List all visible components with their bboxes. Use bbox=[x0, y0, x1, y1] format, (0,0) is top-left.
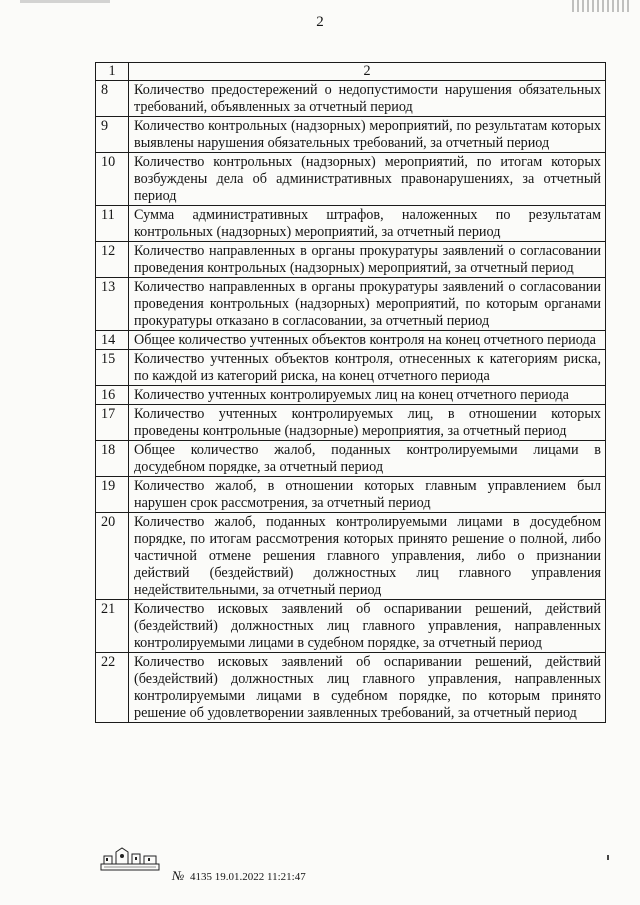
row-number: 22 bbox=[96, 653, 129, 723]
row-text: Количество контрольных (надзорных) мероприятий, по результатам которых выявлены нарушения обязательных требований, за отчетный период bbox=[129, 117, 606, 153]
registration-sign: № bbox=[172, 868, 185, 883]
row-number: 13 bbox=[96, 278, 129, 331]
row-number: 16 bbox=[96, 386, 129, 405]
scan-artifact bbox=[20, 0, 110, 3]
registration-line bbox=[172, 868, 306, 884]
table-row bbox=[96, 350, 606, 386]
row-text: Сумма административных штрафов, наложенных по результатам контрольных (надзорных) мероприятий, за отчетный период bbox=[129, 206, 606, 242]
building-emblem-icon bbox=[100, 846, 160, 872]
row-text: Общее количество жалоб, поданных контролируемыми лицами в досудебном порядке, за отчетный период bbox=[129, 441, 606, 477]
table-row bbox=[96, 81, 606, 117]
row-number: 12 bbox=[96, 242, 129, 278]
registration-text: 4135 19.01.2022 11:21:47 bbox=[190, 871, 306, 883]
row-text: Количество направленных в органы прокуратуры заявлений о согласовании проведения контрольных (надзорных) мероприятий, за отчетный период bbox=[129, 242, 606, 278]
row-text: Общее количество учтенных объектов контроля на конец отчетного периода bbox=[129, 331, 606, 350]
row-text: Количество исковых заявлений об оспаривании решений, действий (бездействий) должностных лиц главного управления, направленных контролируемыми лицами в судебном порядке, по которым принято решение об удовлетворении заявленных требований, за отчетный период bbox=[129, 653, 606, 723]
scan-artifact bbox=[607, 855, 609, 860]
table-row bbox=[96, 278, 606, 331]
table-row bbox=[96, 600, 606, 653]
row-number: 9 bbox=[96, 117, 129, 153]
row-text: Количество направленных в органы прокуратуры заявлений о согласовании проведения контрольных (надзорных) мероприятий, по которым органами прокуратуры отказано в согласовании, за отчетный период bbox=[129, 278, 606, 331]
row-number: 8 bbox=[96, 81, 129, 117]
row-number: 20 bbox=[96, 513, 129, 600]
row-number: 11 bbox=[96, 206, 129, 242]
row-text: Количество предостережений о недопустимости нарушения обязательных требований, объявленных за отчетный период bbox=[129, 81, 606, 117]
row-number: 18 bbox=[96, 441, 129, 477]
row-number: 21 bbox=[96, 600, 129, 653]
table-row bbox=[96, 441, 606, 477]
row-text: Количество учтенных контролируемых лиц на конец отчетного периода bbox=[129, 386, 606, 405]
row-number: 10 bbox=[96, 153, 129, 206]
table-row bbox=[96, 513, 606, 600]
row-text: Количество учтенных объектов контроля, отнесенных к категориям риска, по каждой из категорий риска, на конец отчетного периода bbox=[129, 350, 606, 386]
row-number: 15 bbox=[96, 350, 129, 386]
row-text: Количество жалоб, поданных контролируемыми лицами в досудебном порядке, по итогам рассмотрения которых принято решение о полной, либо частичной отмене решения главного управления, либо о признании действий (бездействий) должностных лиц главного управления недействительными, за отчетный период bbox=[129, 513, 606, 600]
table-header-row bbox=[96, 63, 606, 81]
table-row bbox=[96, 386, 606, 405]
table-row bbox=[96, 117, 606, 153]
table-row bbox=[96, 206, 606, 242]
header-col-2: 2 bbox=[129, 63, 606, 81]
row-number: 19 bbox=[96, 477, 129, 513]
table-row bbox=[96, 153, 606, 206]
table-row bbox=[96, 653, 606, 723]
page-number: 2 bbox=[316, 14, 324, 30]
table-row bbox=[96, 242, 606, 278]
table-row bbox=[96, 331, 606, 350]
table-row bbox=[96, 405, 606, 441]
table-row bbox=[96, 477, 606, 513]
header-col-1: 1 bbox=[96, 63, 129, 81]
row-text: Количество исковых заявлений об оспаривании решений, действий (бездействий) должностных лиц главного управления, направленных контролируемыми лицами в судебном порядке, за отчетный период bbox=[129, 600, 606, 653]
indicators-table bbox=[95, 62, 606, 723]
row-number: 17 bbox=[96, 405, 129, 441]
row-text: Количество учтенных контролируемых лиц, в отношении которых проведены контрольные (надзорные) мероприятия, за отчетный период bbox=[129, 405, 606, 441]
row-text: Количество жалоб, в отношении которых главным управлением был нарушен срок рассмотрения, за отчетный период bbox=[129, 477, 606, 513]
scan-artifact bbox=[572, 0, 632, 12]
row-text: Количество контрольных (надзорных) мероприятий, по итогам которых возбуждены дела об административных правонарушениях, за отчетный период bbox=[129, 153, 606, 206]
row-number: 14 bbox=[96, 331, 129, 350]
